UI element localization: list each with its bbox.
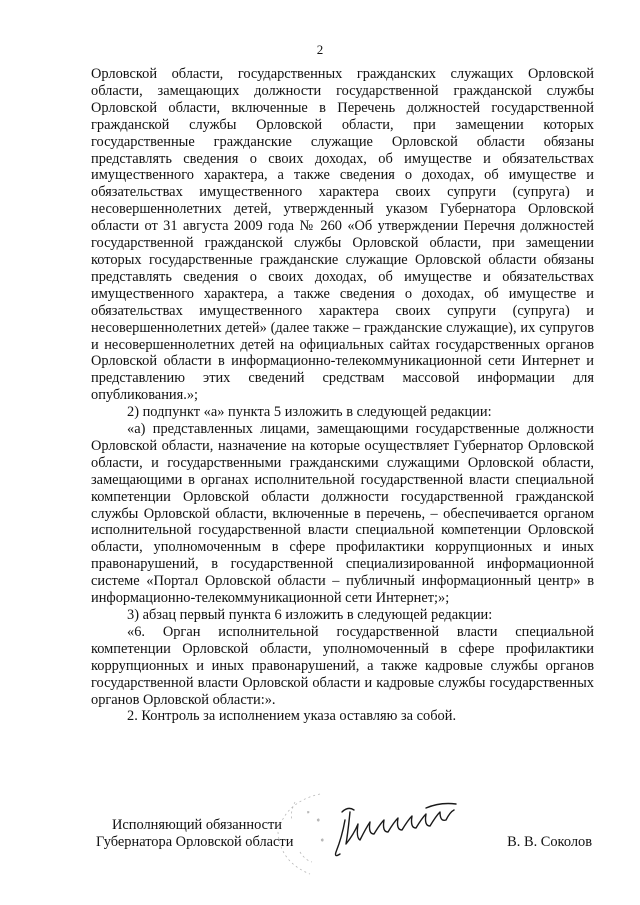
handwritten-signature-icon [250, 782, 490, 882]
signature-block [0, 782, 640, 882]
paragraph-continuation: Орловской области, государственных гражданских служащих Орловской области, замещающих должности государственной гражданской службы Орловской области, включенные в Перечень должностей государственной гражданской службы Орловской области, при замещении которых государственные гражданские служащие Орловской области обязаны представлять сведения о своих доходах, об имуществе и обязательствах имущественного характера, а также сведения о доходах, об имуществе и обязательствах имущественного характера своих супруги (супруга) и несовершеннолетних детей, утвержденный указом Губернатора Орловской области от 31 августа 2009 года № 260 «Об утверждении Перечня должностей государственной гражданской службы Орловской области, при замещении которых государственные гражданские служащие Орловской области обязаны представлять сведения о своих доходах, об имуществе и обязательствах имущественного характера, а также сведения о доходах, об имуществе и обязательствах имущественного характера своих супруги (супруга) и несовершеннолетних детей» (далее также – гражданские служащие), их супругов и несовершеннолетних детей на официальных сайтах государственных органов Орловской области в информационно-телекоммуникационной сети Интернет и представлению этих сведений средствам массовой информации для опубликования.»; [91, 66, 594, 404]
document-body [91, 66, 594, 725]
paragraph-item-3-text: «6. Орган исполнительной государственной власти специальной компетенции Орловской области, уполномоченный в сфере профилактики коррупционных и иных правонарушений, а также кадровые службы органов государственной власти Орловской области и кадровые службы государственных органов Орловской области:». [91, 623, 594, 708]
paragraph-item-3: 3) абзац первый пункта 6 изложить в следующей редакции: [127, 607, 493, 623]
paragraph-item-2: 2) подпункт «а» пункта 5 изложить в следующей редакции: [127, 404, 492, 421]
signer-position-line-1: Исполняющий обязанности [112, 817, 283, 833]
signer-position-line-2: Губернатора Орловской области [96, 834, 294, 850]
paragraph-item-2-text: «а) представленных лицами, замещающими государственные должности Орловской области, назначение на которые осуществляет Губернатор Орловской области, и государственными гражданскими служащими Орловской области, замещающими в органах исполнительной государственной власти специальной компетенции Орловской области должности государственной гражданской службы Орловской области, включенные в перечень, – обеспечивается органом исполнительной государственной власти специальной компетенции Орловской области, уполномоченным в сфере профилактики коррупционных и иных правонарушений, в государственной специализированной информационной системе «Портал Орловской области – публичный информационный центр» в информационно-телекоммуникационной сети Интернет;»; [91, 421, 594, 607]
paragraph-control-clause: 2. Контроль за исполнением указа оставляю за собой. [127, 708, 457, 725]
page-number: 2 [316, 42, 324, 57]
seal-stamp-icon [278, 794, 323, 874]
signature-strokes-icon [336, 804, 457, 856]
signer-name: В. В. Соколов [507, 834, 592, 850]
